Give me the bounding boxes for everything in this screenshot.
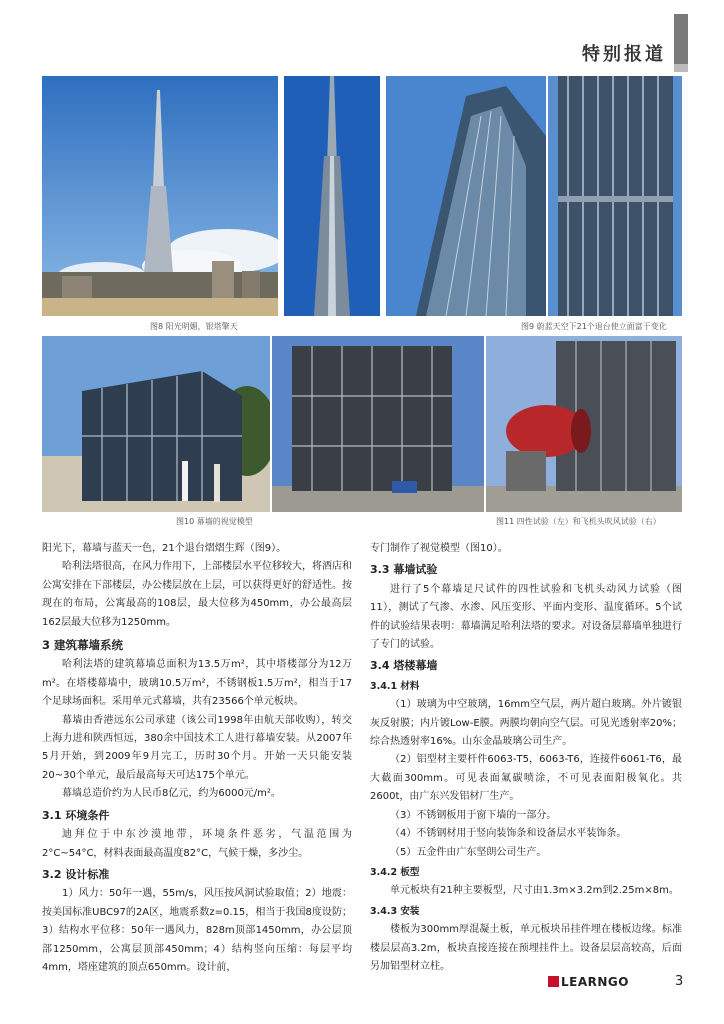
- footer-logo: [548, 975, 629, 989]
- paragraph: 楼板为300mm厚混凝土板，单元板块吊挂件埋在楼板边缘。标准楼层层高3.2m，板块直接连接在预埋挂件上。设备层层高较高，后面另加铝型材立柱。: [370, 924, 682, 972]
- paragraph: （3）不锈钢板用于窗下墙的一部分。: [390, 809, 557, 821]
- header-corner-accent: [674, 64, 688, 72]
- heading-section-3-4-2: 3.4.2 板型: [370, 866, 420, 878]
- photo-burj-tower-blue: [284, 76, 380, 316]
- paragraph: （2）铝型材主要杆件6063-T5，6063-T6，连接件6061-T6，最大截面300mm。可见表面氟碳喷涂，不可见表面阳极氧化。共2600t，由广东兴发铝材厂生产。: [370, 754, 682, 803]
- heading-section-3: 3 建筑幕墙系统: [42, 638, 124, 653]
- figure-10-caption: 图10 幕墙的视觉模型: [176, 517, 253, 526]
- heading-section-3-4-1: 3.4.1 材料: [370, 680, 420, 692]
- photo-four-performance-test: [272, 336, 484, 512]
- photo-facade-closeup: [548, 76, 682, 316]
- paragraph: 专门制作了视觉模型（图10）。: [370, 543, 508, 554]
- paragraph: 1）风力：50年一遇，55m/s，风压按风洞试验取值；2）地震：按美国标准UBC97的2A区，地震系数z=0.15，相当于我国8度设防；3）结构水平位移：50年一遇风力，828m顶部1450mm，办公层顶部1250mm，公寓层顶部450mm；4）结构竖向压缩：每层平均4mm，塔座建筑的顶点650mm。设计前，: [42, 888, 352, 973]
- figure-8-caption: 图8 阳光明媚，银塔擎天: [150, 322, 238, 331]
- paragraph: 单元板块有21种主要板型，尺寸由1.3m×3.2m到2.25m×8m。: [390, 885, 679, 897]
- paragraph: 进行了5个幕墙足尺试件的四性试验和飞机头动风力试验（图11），测试了气渗、水渗、风压变形、平面内变形、温度循环。5个试件的试验结果表明：幕墙满足哈利法塔的要求。对设备层幕墙单独进行了专门的试验。: [370, 583, 682, 651]
- footer-logo-text: LEARNGO: [561, 975, 629, 989]
- page-number: 3: [675, 974, 684, 989]
- heading-section-3-2: 3.2 设计标准: [42, 867, 110, 881]
- paragraph: 阳光下，幕墙与蓝天一色，21个退台熠熠生辉（图9）。: [42, 543, 287, 554]
- section-label: 特别报道: [582, 44, 666, 65]
- page-header: [0, 0, 724, 70]
- paragraph: （1）玻璃为中空玻璃，16mm空气层，两片超白玻璃。外片镀银灰反射膜；内片镀Low-E膜。两膜均朝向空气层。可见光透射率20%；综合热透射率16%。山东金晶玻璃公司生产。: [370, 699, 682, 748]
- paragraph: 幕墙总造价约为人民币8亿元，约为6000元/m²。: [62, 788, 281, 800]
- figure-9-caption: 图9 蔚蓝天空下21个退台使立面富于变化: [521, 322, 667, 331]
- paragraph: 哈利法塔的建筑幕墙总面积为13.5万m²，其中塔楼部分为12万m²。在塔楼幕墙中，玻璃10.5万m²，不锈钢板1.5万m²，相当于17个足球场面积。采用单元式幕墙，共有23566个单元板块。: [42, 659, 352, 708]
- heading-section-3-1: 3.1 环境条件: [42, 808, 110, 822]
- paragraph: 幕墙由香港远东公司承建（该公司1998年由航天部收购），转交上海力进和陕西恒远，380余中国技术工人进行幕墙安装。从2007年5月开始，到2009年9月完工，历时30个月。开始一天只能安装20~30个单元，最后最高每天可达175个单元。: [42, 714, 352, 781]
- logo-mark-icon: [548, 976, 559, 987]
- heading-section-3-4-3: 3.4.3 安装: [370, 905, 420, 917]
- figure-11-caption: 图11 四性试验（左）和飞机头吹风试验（右）: [496, 517, 661, 526]
- heading-section-3-4: 3.4 塔楼幕墙: [370, 659, 438, 673]
- photo-visual-mockup: [42, 336, 270, 512]
- paragraph: （4）不锈钢材用于竖向装饰条和设备层水平装饰条。: [390, 828, 627, 840]
- photo-aircraft-engine-wind-test: [486, 336, 682, 512]
- paragraph: （5）五金件由广东坚朗公司生产。: [390, 846, 547, 858]
- paragraph: 迪拜位于中东沙漠地带，环境条件恶劣，气温范围为2°C~54°C，材料表面最高温度82°C，气候干燥，多沙尘。: [42, 829, 352, 859]
- right-text-column: [370, 540, 682, 976]
- paragraph: 哈利法塔很高，在风力作用下，上部楼层水平位移较大，将酒店和公寓安排在下部楼层，办公楼层放在上层，可以获得更好的舒适性。按现在的布局，公寓最高的108层，最大位移为450mm，办公最高层162层最大位移为1250mm。: [42, 561, 352, 628]
- left-text-column: [42, 540, 352, 977]
- photo-facade-setbacks: [386, 76, 546, 316]
- photo-burj-skyline: [42, 76, 278, 316]
- heading-section-3-3: 3.3 幕墙试验: [370, 563, 438, 577]
- header-corner-block: [674, 14, 688, 64]
